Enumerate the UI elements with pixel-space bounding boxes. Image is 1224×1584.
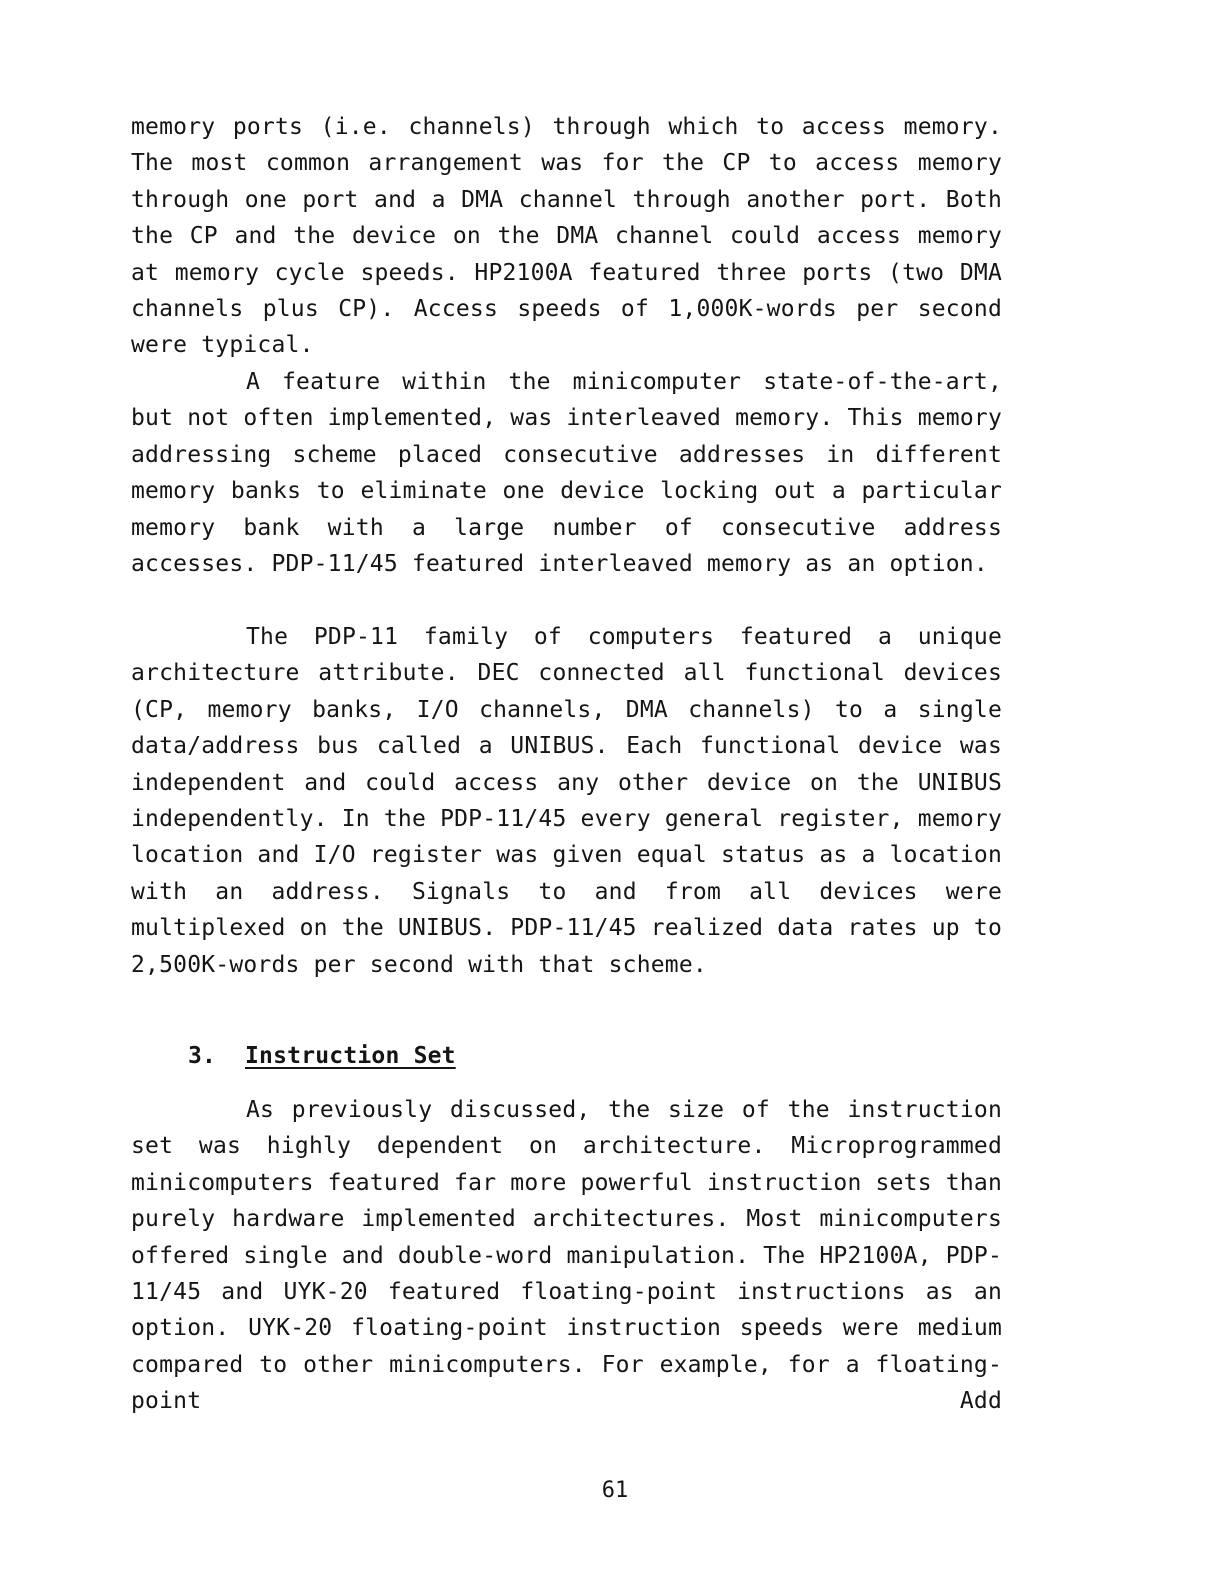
section-title: Instruction Set [245,1043,456,1069]
page-number: 61 [601,1478,629,1503]
section-heading [188,1038,456,1074]
paragraph-instruction-set: As previously discussed, the size of the instruction set was highly dependent on architecture. Microprogrammed minicomputers featured far more powerful instruction sets than purely hardware implemented architectures. Most minicomputers offered single and double-word manipulation. The HP2100A, PDP-11/45 and UYK-20 featured floating-point instructions as an option. UYK-20 floating-point instruction speeds were medium compared to other minicomputers. For example, for a floating-point Add [131,1097,1002,1415]
paragraph-unibus-architecture: The PDP-11 family of computers featured a unique architecture attribute. DEC connected all functional devices (CP, memory banks, I/O channels, DMA channels) to a single data/address bus called a UNIBUS. Each functional device was independent and could access any other device on the UNIBUS independently. In the PDP-11/45 every general register, memory location and I/O register was given equal status as a location with an address. Signals to and from all devices were multiplexed on the UNIBUS. PDP-11/45 realized data rates up to 2,500K-words per second with that scheme. [131,624,1002,978]
paragraph-memory-ports: memory ports (i.e. channels) through which to access memory. The most common arrangement was for the CP to access memory through one port and a DMA channel through another port. Both the CP and the device on the DMA channel could access memory at memory cycle speeds. HP2100A featured three ports (two DMA channels plus CP). Access speeds of 1,000K-words per second were typical. [131,114,1002,359]
section-number: 3. [188,1043,217,1069]
paragraph-interleaved-memory: A feature within the minicomputer state-of-the-art, but not often implemented, was interleaved memory. This memory addressing scheme placed consecutive addresses in different memory banks to eliminate one device locking out a particular memory bank with a large number of consecutive address accesses. PDP-11/45 featured interleaved memory as an option. [131,369,1002,578]
